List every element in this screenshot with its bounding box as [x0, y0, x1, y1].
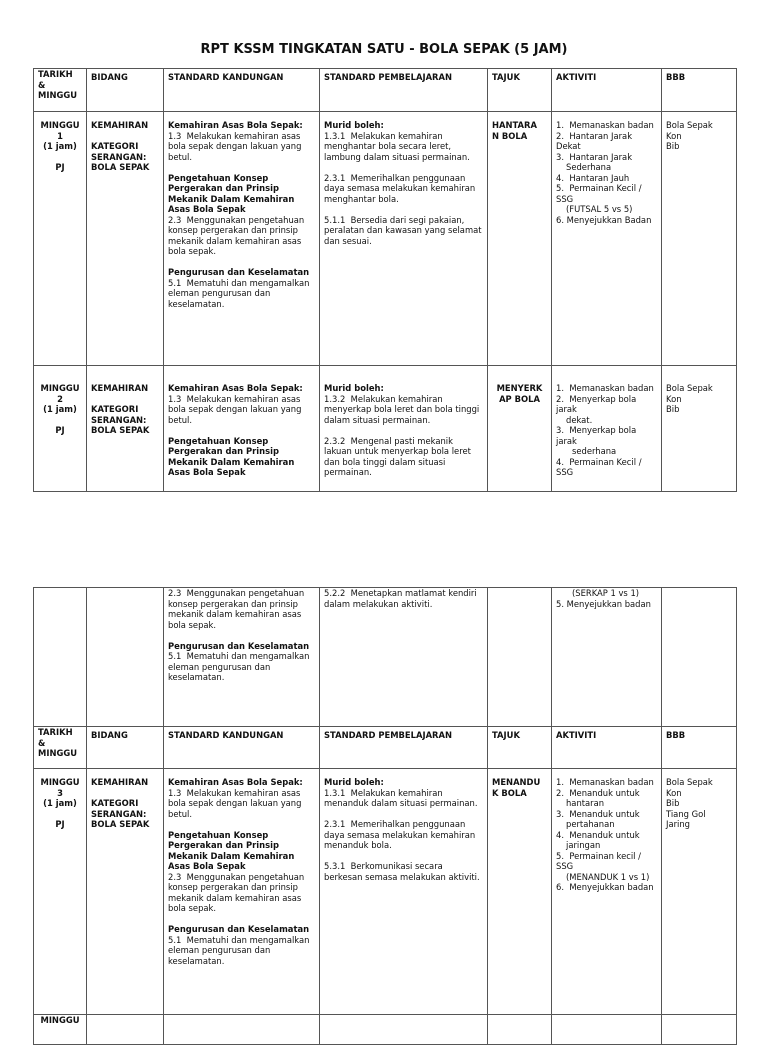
aktiviti-cell: 1. Memanaskan badan 2. Menanduk untuk hantaran 3. Menanduk untuk pertahanan 4. Menanduk untuk jaringan 5. Permainan kecil / SSG (MENANDUK 1 vs 1) 6. Menyejukkan badan [552, 769, 662, 1015]
bidang-cell [87, 1015, 164, 1045]
tajuk-cell [488, 1015, 552, 1045]
standard-kandungan-cell: Kemahiran Asas Bola Sepak: 1.3 Melakukan kemahiran asas bola sepak dengan lakuan yang betul. Pengetahuan Konsep Pergerakan dan Prinsip Mekanik Dalam Kemahiran Asas Bola Sepak 2.3 Menggunakan pengetahuan konsep pergerakan dan prinsip mekanik dalam kemahiran asas bola sepak. Pengurusan dan Keselamatan 5.1 Mematuhi dan mengamalkan eleman pengurusan dan keselamatan. [164, 769, 320, 1015]
standard-pembelajaran-cell: 5.2.2 Menetapkan matlamat kendiri dalam melakukan aktiviti. [320, 588, 488, 727]
week-cell: MINGGU [34, 1015, 87, 1045]
week-cell: MINGGU 1 (1 jam) PJ [34, 112, 87, 366]
table-row-week-1 [34, 112, 737, 366]
document-title: RPT KSSM TINGKATAN SATU - BOLA SEPAK (5 JAM) [200, 42, 568, 57]
header-tajuk: TAJUK [488, 727, 552, 769]
tajuk-cell [488, 588, 552, 727]
header-standard-kandungan: STANDARD KANDUNGAN [164, 727, 320, 769]
aktiviti-cell: 1. Memanaskan badan 2. Hantaran Jarak Dekat 3. Hantaran Jarak Sederhana 4. Hantaran Jauh 5. Permainan Kecil / SSG (FUTSAL 5 vs 5) 6. Menyejukkan Badan [552, 112, 662, 366]
table-row-week-4 [34, 1015, 737, 1045]
lesson-plan-table-1 [33, 68, 737, 492]
header-tarikh: TARIKH & MINGGU [34, 727, 87, 769]
table-row-week-2 [34, 366, 737, 492]
bbb-cell [662, 1015, 737, 1045]
bbb-cell: Bola Sepak Kon Bib [662, 112, 737, 366]
week-cell: MINGGU 3 (1 jam) PJ [34, 769, 87, 1015]
aktiviti-cell [552, 1015, 662, 1045]
table-header-row [34, 69, 737, 112]
table-header-row [34, 727, 737, 769]
bbb-cell: Bola Sepak Kon Bib Tiang Gol Jaring [662, 769, 737, 1015]
standard-kandungan-cell: 2.3 Menggunakan pengetahuan konsep pergerakan dan prinsip mekanik dalam kemahiran asas bola sepak. Pengurusan dan Keselamatan 5.1 Mematuhi dan mengamalkan eleman pengurusan dan keselamatan. [164, 588, 320, 727]
standard-pembelajaran-cell [320, 1015, 488, 1045]
bidang-cell: KEMAHIRAN KATEGORI SERANGAN: BOLA SEPAK [87, 769, 164, 1015]
table-row-week-2-continued [34, 588, 737, 727]
bbb-cell: Bola Sepak Kon Bib [662, 366, 737, 492]
header-aktiviti: AKTIVITI [552, 69, 662, 112]
standard-pembelajaran-cell: Murid boleh: 1.3.1 Melakukan kemahiran menghantar bola secara leret, lambung dalam situasi permainan. 2.3.1 Memerihalkan penggunaan daya semasa melakukan kemahiran menghantar bola. 5.1.1 Bersedia dari segi pakaian, peralatan dan kawasan yang selamat dan sesuai. [320, 112, 488, 366]
bbb-cell [662, 588, 737, 727]
week-cell: MINGGU 2 (1 jam) PJ [34, 366, 87, 492]
standard-kandungan-cell: Kemahiran Asas Bola Sepak: 1.3 Melakukan kemahiran asas bola sepak dengan lakuan yang betul. Pengetahuan Konsep Pergerakan dan Prinsip Mekanik Dalam Kemahiran Asas Bola Sepak 2.3 Menggunakan pengetahuan konsep pergerakan dan prinsip mekanik dalam kemahiran asas bola sepak. Pengurusan dan Keselamatan 5.1 Mematuhi dan mengamalkan eleman pengurusan dan keselamatan. [164, 112, 320, 366]
bidang-cell [87, 588, 164, 727]
bidang-cell: KEMAHIRAN KATEGORI SERANGAN: BOLA SEPAK [87, 112, 164, 366]
header-tajuk: TAJUK [488, 69, 552, 112]
header-bbb: BBB [662, 727, 737, 769]
bidang-cell: KEMAHIRAN KATEGORI SERANGAN: BOLA SEPAK [87, 366, 164, 492]
tajuk-cell: HANTARA N BOLA [488, 112, 552, 366]
aktiviti-cell: 1. Memanaskan badan 2. Menyerkap bola jarak dekat. 3. Menyerkap bola jarak sederhana 4. Permainan Kecil / SSG [552, 366, 662, 492]
tajuk-cell: MENYERK AP BOLA [488, 366, 552, 492]
standard-kandungan-cell [164, 1015, 320, 1045]
header-standard-kandungan: STANDARD KANDUNGAN [164, 69, 320, 112]
aktiviti-cell: (SERKAP 1 vs 1) 5. Menyejukkan badan [552, 588, 662, 727]
week-cell [34, 588, 87, 727]
tajuk-cell: MENANDU K BOLA [488, 769, 552, 1015]
table-row-week-3 [34, 769, 737, 1015]
lesson-plan-table-2 [33, 587, 737, 1045]
header-bbb: BBB [662, 69, 737, 112]
standard-pembelajaran-cell: Murid boleh: 1.3.1 Melakukan kemahiran menanduk dalam situasi permainan. 2.3.1 Memerihalkan penggunaan daya semasa melakukan kemahiran menanduk bola. 5.3.1 Berkomunikasi secara berkesan semasa melakukan aktiviti. [320, 769, 488, 1015]
standard-kandungan-cell: Kemahiran Asas Bola Sepak: 1.3 Melakukan kemahiran asas bola sepak dengan lakuan yang betul. Pengetahuan Konsep Pergerakan dan Prinsip Mekanik Dalam Kemahiran Asas Bola Sepak [164, 366, 320, 492]
standard-pembelajaran-cell: Murid boleh: 1.3.2 Melakukan kemahiran menyerkap bola leret dan bola tinggi dalam situasi permainan. 2.3.2 Mengenal pasti mekanik lakuan untuk menyerkap bola leret dan bola tinggi dalam situasi permainan. [320, 366, 488, 492]
header-bidang: BIDANG [87, 727, 164, 769]
header-tarikh: TARIKH & MINGGU [34, 69, 87, 112]
header-bidang: BIDANG [87, 69, 164, 112]
header-standard-pembelajaran: STANDARD PEMBELAJARAN [320, 727, 488, 769]
header-standard-pembelajaran: STANDARD PEMBELAJARAN [320, 69, 488, 112]
header-aktiviti: AKTIVITI [552, 727, 662, 769]
